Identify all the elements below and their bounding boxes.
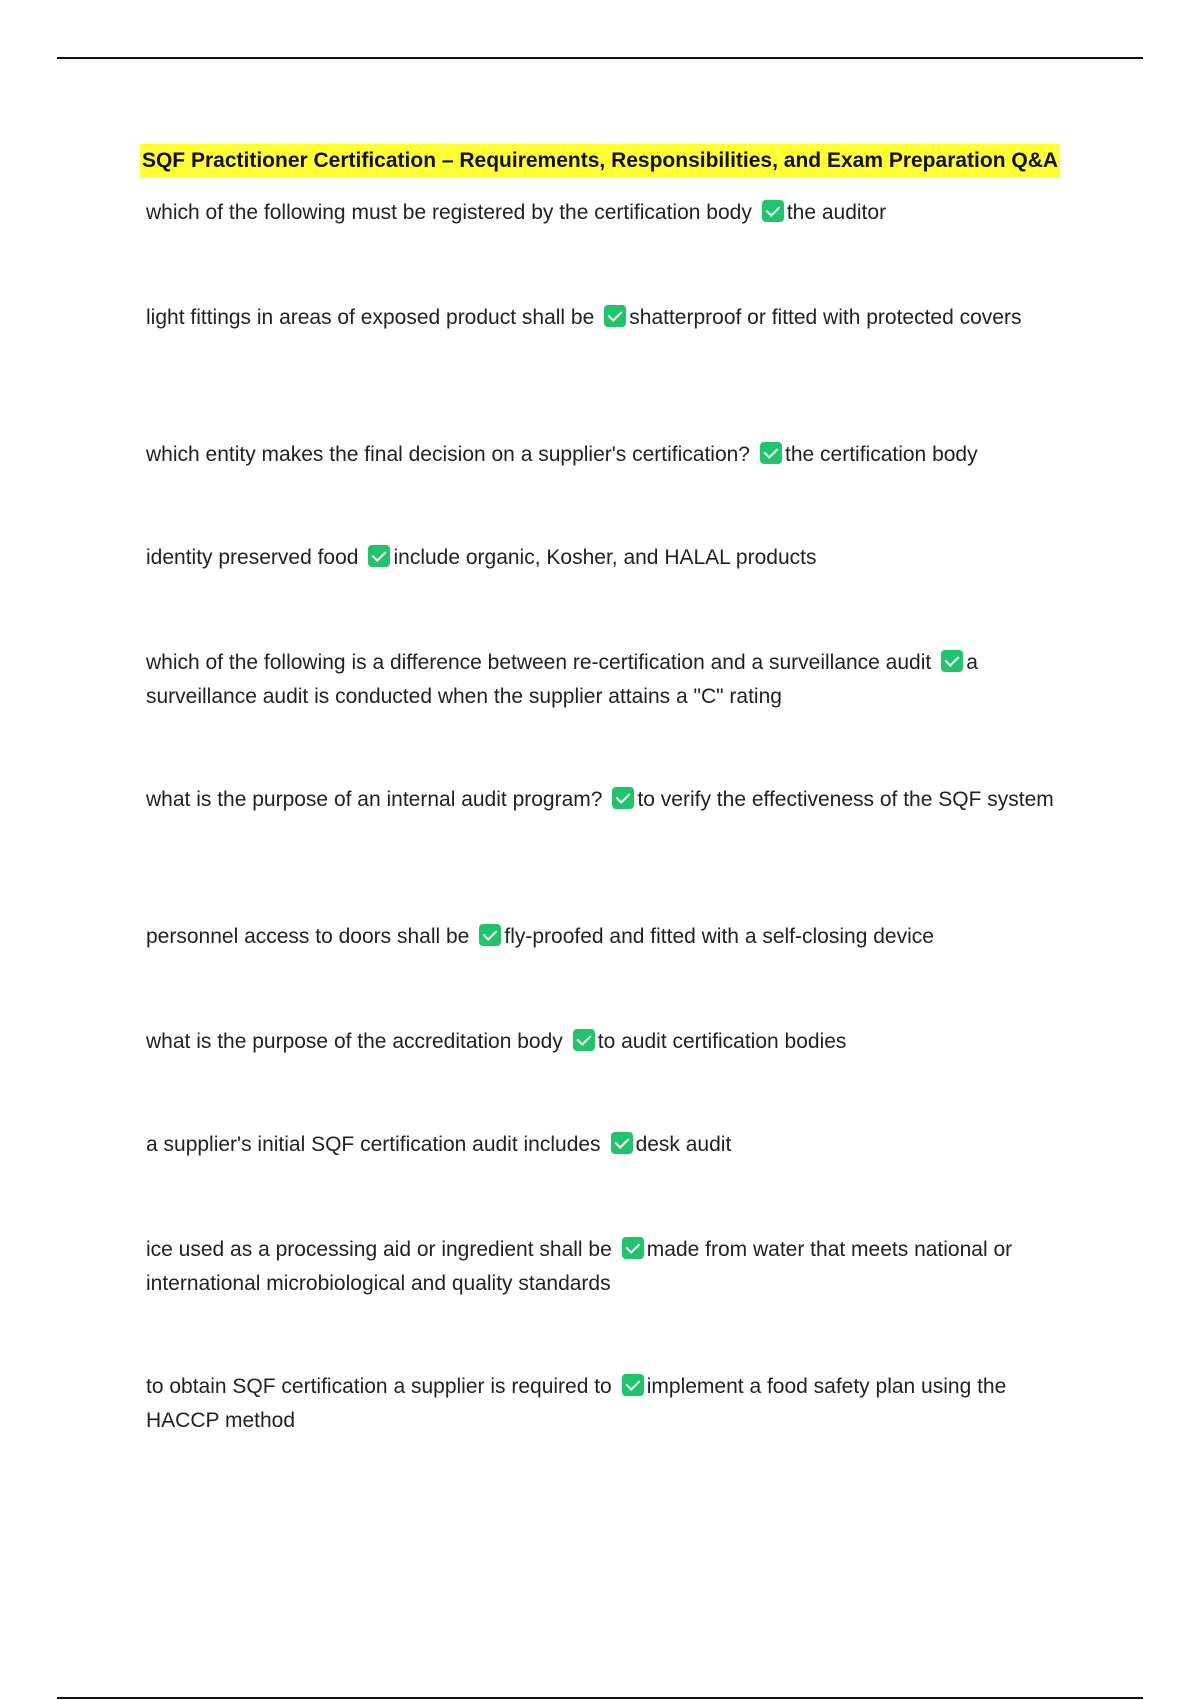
answer-text: desk audit	[635, 1133, 732, 1156]
question-text: which of the following must be registered by the certification body	[146, 201, 752, 224]
qa-item	[146, 783, 1076, 817]
check-icon	[612, 787, 634, 809]
question-text: what is the purpose of an internal audit program?	[146, 788, 603, 811]
check-icon	[573, 1029, 595, 1051]
qa-item	[146, 196, 1076, 230]
question-text: to obtain SQF certification a supplier is required to	[146, 1375, 612, 1398]
title-block	[0, 144, 1200, 178]
answer-text: implement a food safety plan using the HACCP method	[146, 1375, 1007, 1432]
qa-item	[146, 1233, 1076, 1301]
check-icon	[611, 1132, 633, 1154]
check-icon	[622, 1237, 644, 1259]
check-icon	[762, 200, 784, 222]
question-text: which of the following is a difference between re-certification and a surveillance audit	[146, 651, 932, 674]
answer-text: a surveillance audit is conducted when the supplier attains a "C" rating	[146, 651, 978, 708]
document-title: SQF Practitioner Certification – Requirements, Responsibilities, and Exam Preparation Q&A	[140, 144, 1060, 178]
footer-rule	[57, 1697, 1143, 1699]
check-icon	[622, 1374, 644, 1396]
header-rule	[57, 57, 1143, 59]
answer-text: made from water that meets national or international microbiological and quality standards	[146, 1238, 1013, 1295]
answer-text: to verify the effectiveness of the SQF system	[637, 788, 1054, 811]
question-text: light fittings in areas of exposed product shall be	[146, 306, 595, 329]
qa-item	[146, 541, 1076, 575]
qa-item	[146, 301, 1076, 335]
qa-item	[146, 1128, 1076, 1162]
answer-text: fly-proofed and fitted with a self-closing device	[504, 925, 934, 948]
answer-text: the auditor	[786, 201, 887, 224]
qa-item	[146, 920, 1076, 954]
qa-item	[146, 438, 1076, 472]
qa-item	[146, 646, 1076, 714]
check-icon	[604, 305, 626, 327]
answer-text: shatterproof or fitted with protected covers	[629, 306, 1022, 329]
question-text: a supplier's initial SQF certification audit includes	[146, 1133, 601, 1156]
check-icon	[479, 924, 501, 946]
check-icon	[941, 650, 963, 672]
question-text: ice used as a processing aid or ingredient shall be	[146, 1238, 612, 1261]
answer-text: to audit certification bodies	[597, 1030, 847, 1053]
question-text: what is the purpose of the accreditation body	[146, 1030, 563, 1053]
check-icon	[760, 442, 782, 464]
qa-item	[146, 1025, 1076, 1059]
question-text: personnel access to doors shall be	[146, 925, 470, 948]
answer-text: include organic, Kosher, and HALAL products	[393, 546, 817, 569]
check-icon	[368, 545, 390, 567]
question-text: which entity makes the final decision on a supplier's certification?	[146, 443, 750, 466]
answer-text: the certification body	[785, 443, 978, 466]
question-text: identity preserved food	[146, 546, 359, 569]
qa-item	[146, 1370, 1076, 1438]
